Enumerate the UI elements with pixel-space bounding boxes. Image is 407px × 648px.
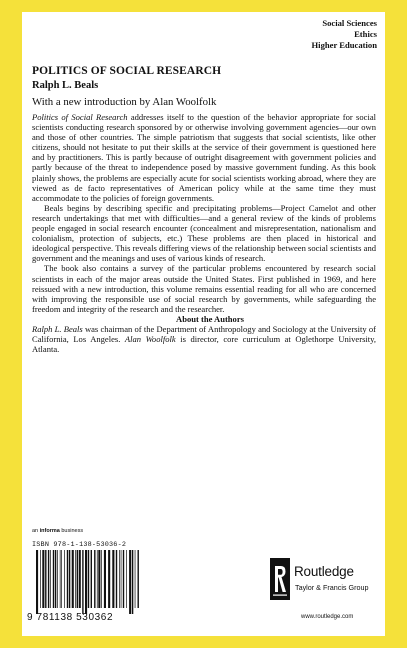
title-italic: Politics of Social Research: [32, 112, 128, 122]
blurb-body: [32, 112, 376, 354]
author-name-1: Ralph L. Beals: [32, 323, 83, 334]
blurb-paragraph-2: Beals begins by describing specific and precipitating problems—Project Camelot and other research undertakings that met with difficulties—and a general review of the kinds of problems people engaged in social research encounter (concealment and misrepresentation, nationalism and colonialism, protection of subjects, etc.) These problems are then placed in historical and ideological perspective. This reveals differing views of the relationship between social scientists and government and the meanings and uses of various kinds of research.: [32, 202, 376, 264]
subject-ethics: Ethics: [354, 29, 377, 39]
barcode-image: [34, 550, 142, 614]
blurb-paragraph-3: The book also contains a survey of the particular problems encountered by research social scientists in each of the major areas outside the United States. First published in 1969, and here reissued with a new introduction, this volume remains essential reading for all who are concerned with improving the responsible use of social research by governments, while safeguarding the freedom and integrity of the research and the researcher.: [32, 263, 376, 314]
subject-higher-education: Higher Education: [311, 40, 377, 50]
barcode-digits: 9 781138 530362: [27, 612, 114, 623]
publisher-group: Taylor & Francis Group: [295, 583, 369, 592]
book-author: Ralph L. Beals: [32, 80, 99, 91]
subject-categories: [312, 18, 378, 51]
blurb-paragraph-1: [32, 112, 376, 203]
author-name-2: Alan Woolfolk: [124, 334, 176, 345]
informa-business-tag: an informa business: [32, 528, 84, 534]
paragraph-1-text: addresses itself to the question of the behavior appropriate for social scientists conducting research sponsored by or otherwise involving government agencies—our own and those of other countries. The simple patriotism that suggests that social scientists, like other citizens, should not hesitate to put their skills at the service of their government is questioned here and by practitioners. This is partly because of outright disagreement with government policies and partly because of the threat to independence posed by massive government funding. As this book plainly shows, the problems are especially acute for social scientists working abroad, where they are viewed as de facto representatives of American policy while at the same time they must accommodate to the policies of foreign governments.: [32, 112, 376, 203]
author-bio-2: is director, core curriculum at Oglethorpe University, Atlanta.: [32, 334, 376, 355]
subject-social-sciences: Social Sciences: [322, 18, 377, 28]
author-bio-1: was chairman of the Department of Anthropology and Sociology at the University of California, Los Angeles.: [32, 323, 376, 345]
introduction-credit: With a new introduction by Alan Woolfolk: [32, 96, 217, 108]
routledge-logo-icon: [270, 558, 290, 600]
about-authors-heading: About the Authors: [176, 313, 244, 324]
back-cover-panel: [22, 12, 385, 636]
publisher-url: www.routledge.com: [301, 614, 354, 620]
isbn-label: ISBN 978-1-138-53036-2: [32, 541, 127, 549]
publisher-name: Routledge: [294, 564, 354, 579]
about-authors-text: [32, 324, 376, 354]
book-title: POLITICS OF SOCIAL RESEARCH: [32, 65, 222, 77]
